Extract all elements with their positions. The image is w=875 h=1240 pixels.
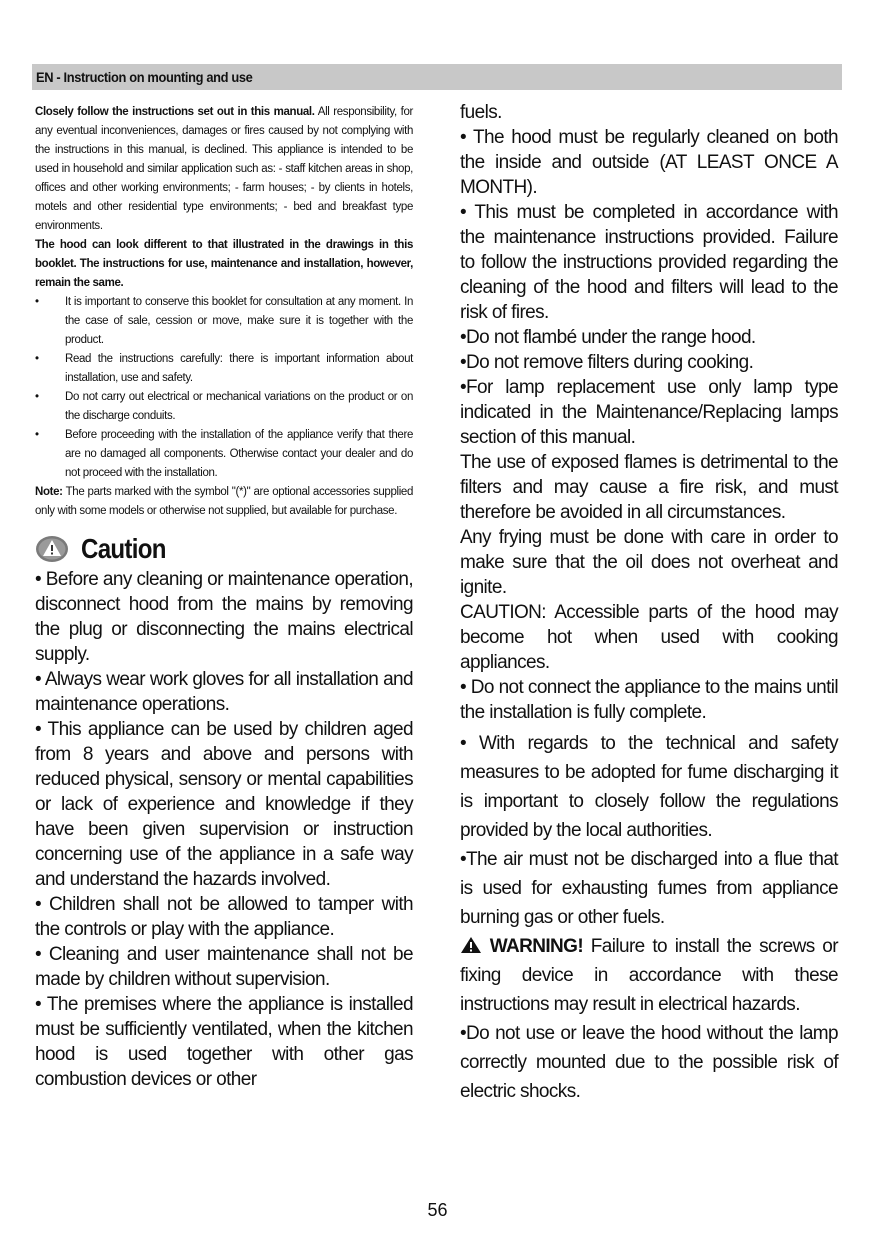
left-column — [35, 103, 413, 1092]
list-item — [35, 426, 413, 483]
note-label: Note: — [35, 486, 63, 498]
list-item-text: Before proceeding with the installation of the appliance verify that there are no damaged all components. Otherwise contact your dealer and do not proceed with the installation. — [65, 429, 413, 479]
list-item — [35, 293, 413, 350]
bullet-dot: • — [35, 353, 39, 365]
right-paragraph: • This must be completed in accordance with the maintenance instructions provided. Failure to follow the instructions provided regarding the cleaning of the hood and filters will lead to the risk of fires. — [460, 202, 838, 323]
right-paragraph: CAUTION: Accessible parts of the hood may become hot when used with cooking appliances. — [460, 602, 838, 673]
right-paragraph: • With regards to the technical and safety measures to be adopted for fume discharging it is important to closely follow the regulations provided by the local authorities. — [460, 733, 838, 841]
list-item — [35, 388, 413, 426]
caution-title: Caution — [81, 533, 166, 564]
right-paragraph: •Do not use or leave the hood without the lamp correctly mounted due to the possible risk of electric shocks. — [460, 1023, 838, 1102]
right-paragraph: fuels. — [460, 102, 502, 123]
right-paragraph: Any frying must be done with care in order to make sure that the oil does not overheat and ignite. — [460, 527, 838, 598]
list-item-text: Read the instructions carefully: there is important information about installation, use and safety. — [65, 353, 413, 384]
right-paragraph: •Do not remove filters during cooking. — [460, 352, 754, 373]
right-paragraph: • Do not connect the appliance to the mains until the installation is fully complete. — [460, 677, 838, 723]
caution-paragraph: • Before any cleaning or maintenance operation, disconnect hood from the mains by removing the plug or disconnecting the mains electrical supply. — [35, 569, 413, 665]
list-item — [35, 350, 413, 388]
warning-text: Failure to install the screws or fixing device in accordance with these instructions may result in electrical hazards. — [460, 936, 838, 1015]
page-number: 56 — [427, 1200, 448, 1220]
caution-paragraph: • Cleaning and user maintenance shall not be made by children without supervision. — [35, 944, 413, 990]
list-item-text: Do not carry out electrical or mechanical variations on the product or on the discharge conduits. — [65, 391, 413, 422]
bullet-dot: • — [35, 296, 39, 308]
intro-text: All responsibility, for any eventual inconveniences, damages or fires caused by not complying with the instructions in this manual, is declined. This appliance is intended to be used in household and similar application such as: - staff kitchen areas in shop, offices and other working environments; - farm houses; - by clients in hotels, motels and other residential type environments; - bed and breakfast type environments. — [35, 106, 413, 232]
right-paragraph: •Do not flambé under the range hood. — [460, 327, 756, 348]
intro-paragraph — [35, 103, 413, 236]
right-paragraph: •For lamp replacement use only lamp type indicated in the Maintenance/Replacing lamps section of this manual. — [460, 377, 838, 448]
bullet-dot: • — [35, 391, 39, 403]
bullet-dot: • — [35, 429, 39, 441]
bullet-list — [35, 293, 413, 483]
right-column — [460, 100, 838, 1106]
note-text: The parts marked with the symbol "(*)" are optional accessories supplied only with some models or otherwise not supplied, but available for purchase. — [35, 486, 413, 517]
caution-paragraph: • The premises where the appliance is installed must be sufficiently ventilated, when the kitchen hood is used together with other gas combustion devices or other — [35, 994, 413, 1090]
hood-note-text: The hood can look different to that illustrated in the drawings in this booklet. The instructions for use, maintenance and installation, however, remain the same. — [35, 239, 413, 289]
right-paragraph: • The hood must be regularly cleaned on both the inside and outside (AT LEAST ONCE A MONTH). — [460, 127, 838, 198]
warning-triangle-icon — [460, 936, 482, 954]
warning-paragraph — [460, 932, 838, 1019]
caution-paragraph: • Always wear work gloves for all installation and maintenance operations. — [35, 669, 413, 715]
intro-bold-text: Closely follow the instructions set out in this manual. — [35, 106, 315, 118]
warning-label: WARNING! — [489, 936, 584, 957]
hood-note — [35, 236, 413, 293]
note-paragraph — [35, 483, 413, 521]
caution-heading — [35, 531, 413, 567]
right-paragraph: •The air must not be discharged into a flue that is used for exhausting fumes from appliance burning gas or other fuels. — [460, 849, 838, 928]
section-header-bar — [32, 64, 842, 90]
section-title: EN - Instruction on mounting and use — [36, 69, 253, 85]
caution-warning-circle-icon — [35, 535, 69, 563]
caution-paragraph: • Children shall not be allowed to tamper with the controls or play with the appliance. — [35, 894, 413, 940]
right-paragraph: The use of exposed flames is detrimental to the filters and may cause a fire risk, and must therefore be avoided in all circumstances. — [460, 452, 838, 523]
caution-paragraph: • This appliance can be used by children aged from 8 years and above and persons with reduced physical, sensory or mental capabilities or lack of experience and knowledge if they have been given supervision or instruction concerning use of the appliance in a safe way and understand the hazards involved. — [35, 719, 413, 890]
list-item-text: It is important to conserve this booklet for consultation at any moment. In the case of sale, cession or move, make sure it is together with the product. — [65, 296, 413, 346]
